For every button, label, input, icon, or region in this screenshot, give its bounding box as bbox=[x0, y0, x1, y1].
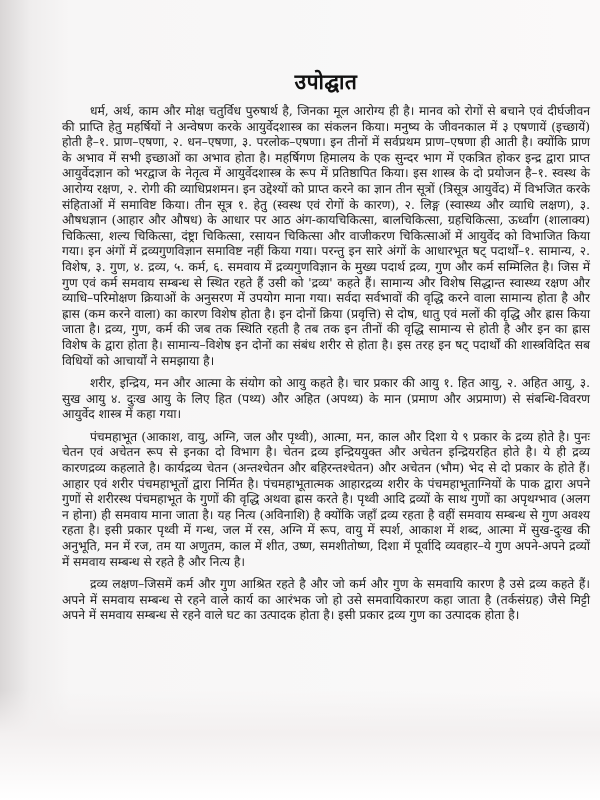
paragraph-dravya-lakshana: द्रव्य लक्षण–जिसमें कर्म और गुण आश्रित रहते है और जो कर्म और गुण के समवायि कारण है उसे द्रव्य कहते हैं। अपने में समवाय सम्बन्ध से रहने वाले कार्य का आरंभक जो हो उसे समवायिकारण कहा जाता है (तर्कसंग्रह) जैसे मिट्टी अपने में समवाय सम्बन्ध से रहने वाले घट का उत्पादक होता है। इसी प्रकार द्रव्य गुण का उत्पादक होता है। bbox=[62, 577, 590, 623]
page-title: उपोद्घात bbox=[294, 69, 358, 94]
paragraph-ayu: शरीर, इन्द्रिय, मन और आत्मा के संयोग को आयु कहते है। चार प्रकार की आयु १. हित आयु, २. अहित आयु, ३. सुख आयु ४. दुःख आयु के लिए हित (पथ्य) और अहित (अपथ्य) के मान (प्रमाण और अप्रमाण) से संबन्धि-विवरण आयुर्वेद शास्त्र में कहा गया। bbox=[62, 376, 590, 422]
document-page bbox=[62, 68, 590, 631]
paragraph-introduction: धर्म, अर्थ, काम और मोक्ष चतुर्विध पुरुषार्थ है, जिनका मूल आरोग्य ही है। मानव को रोगों से बचाने एवं दीर्घजीवन की प्राप्ति हेतु महर्षियों ने अन्वेषण करके आयुर्वेदशास्त्र का संकलन किया। मनुष्य के जीवनकाल में ३ एषणायें (इच्छायें) होती है–१. प्राण–एषणा, २. धन–एषणा, ३. परलोक–एषणा। इन तीनों में सर्वप्रथम प्राण–एषणा ही आती है। क्योंकि प्राण के अभाव में सभी इच्छाओं का अभाव होता है। महर्षिगण हिमालय के एक सुन्दर भाग में एकत्रित होकर इन्द्र द्वारा प्राप्त आयुर्वेदज्ञान को भरद्वाज के नेतृत्व में आयुर्वेदशास्त्र के रूप में प्रतिष्ठापित किया। इस शास्त्र के दो प्रयोजन है–१. स्वस्थ के आरोग्य रक्षण, २. रोगी की व्याधिप्रशमन। इन उद्देश्यों को प्राप्त करने का ज्ञान तीन सूत्रों (त्रिसूत्र आयुर्वेद) में विभजित करके संहिताओं में समाविष्ट किया। तीन सूत्र १. हेतु (स्वस्थ एवं रोगों के कारण), २. लिङ्ग (स्वास्थ्य और व्याधि लक्षण), ३. औषधज्ञान (आहार और औषध) के आधार पर आठ अंग-कायचिकित्सा, बालचिकित्सा, ग्रहचिकित्सा, ऊर्ध्वांग (शालाक्य) चिकित्सा, शल्य चिकित्सा, दंष्ट्रा चिकित्सा, रसायन चिकित्सा और वाजीकरण चिकित्साओं में आयुर्वेद को विभाजित किया गया। इन अंगों में द्रव्यगुणविज्ञान समाविष्ट नहीं किया गया। परन्तु इन सारे अंगों के आधारभूत षट् पदार्थों–१. सामान्य, २. विशेष, ३. गुण, ४. द्रव्य, ५. कर्म, ६. समवाय में द्रव्यगुणविज्ञान के मुख्य पदार्थ द्रव्य, गुण और कर्म सम्मिलित है। जिस में गुण एवं कर्म समवाय सम्बन्ध से स्थित रहते हैं उसी को 'द्रव्य' कहते हैं। सामान्य और विशेष सिद्धान्त स्वास्थ्य रक्षण और व्याधि–परिमोक्षण क्रियाओं के अनुसरण में उपयोग माना गया। सर्वदा सर्वभावों की वृद्धि करने वाला सामान्य होता है और ह्रास (कम करने वाला) का कारण विशेष होता है। इन दोनों क्रिया (प्रवृत्ति) से दोष, धातु एवं मलों की वृद्धि और ह्रास किया जाता है। द्रव्य, गुण, कर्म की जब तक स्थिति रहती है तब तक इन तीनों की वृद्धि सामान्य से होती है और इन का ह्रास विशेष के द्वारा होता है। सामान्य–विशेष इन दोनों का संबंध शरीर से होता है। इस तरह इन षट् पदार्थों की शास्त्रविदित सब विधियों को आचार्यों ने समझाया है। bbox=[62, 104, 590, 368]
paragraph-panchamahabhuta: पंचमहाभूत (आकाश, वायु, अग्नि, जल और पृथ्वी), आत्मा, मन, काल और दिशा ये ९ प्रकार के द्रव्य होते है। पुनः चेतन एवं अचेतन रूप से इनका दो विभाग है। चेतन द्रव्य इन्द्रिययुक्त और अचेतन इन्द्रियरहित होते है। ये ही द्रव्य कारणद्रव्य कहलाते है। कार्यद्रव्य चेतन (अन्तश्चेतन और बहिरन्तश्चेतन) और अचेतन (भौम) भेद से दो प्रकार के होते हैं। आहार एवं शरीर पंचमहाभूतों द्वारा निर्मित है। पंचमहाभूतात्मक आहारद्रव्य शरीर के पंचमहाभूताग्नियों के पाक द्वारा अपने गुणों से शरीरस्थ पंचमहाभूत के गुणों की वृद्धि अथवा ह्रास करते है। पृथ्वी आदि द्रव्यों के साथ गुणों का अपृथग्भाव (अलग न होना) ही समवाय माना जाता है। यह नित्य (अविनाशि) है क्योंकि जहाँ द्रव्य रहता है वहीं समवाय सम्बन्ध से गुण अवश्य रहता है। इसी प्रकार पृथ्वी में गन्ध, जल में रस, अग्नि में रूप, वायु में स्पर्श, आकाश में शब्द, आत्मा में सुख-दुःख की अनुभूति, मन में रज, तम या अणुतम, काल में शीत, उष्ण, समशीतोष्ण, दिशा में पूर्वादि व्यवहार–ये गुण अपने-अपने द्रव्यों में समवाय सम्बन्ध से रहते है और नित्य है। bbox=[62, 429, 590, 569]
page-shadow bbox=[0, 690, 600, 800]
